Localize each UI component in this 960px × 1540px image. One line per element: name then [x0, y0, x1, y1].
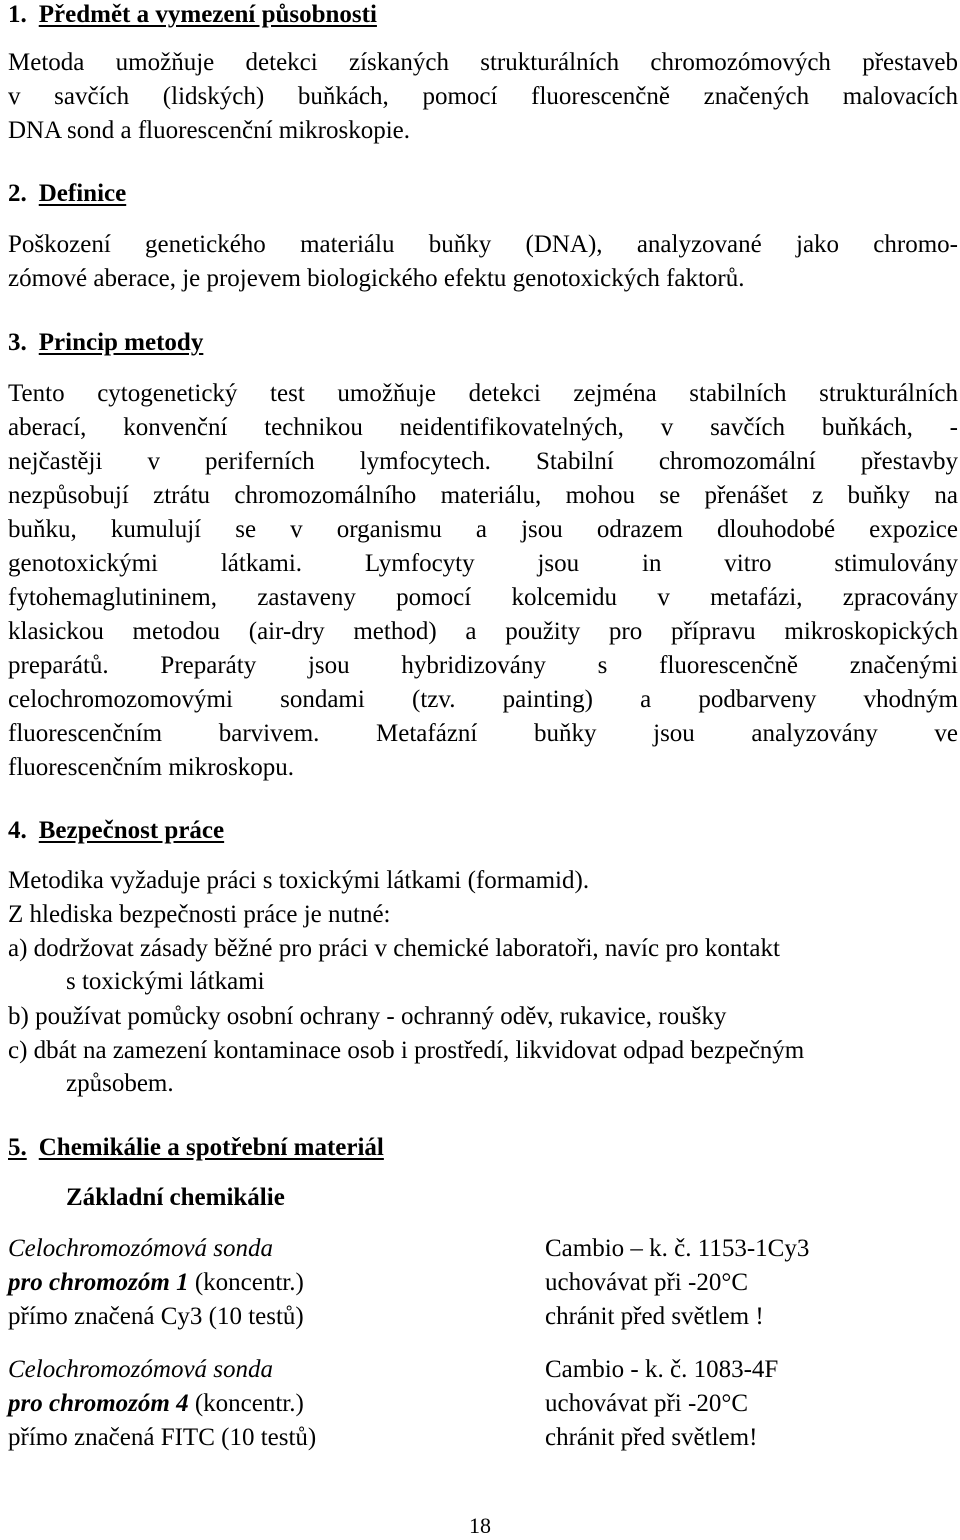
section-1-heading [8, 0, 377, 30]
chemical-name: Celochromozómová sonda [8, 1356, 274, 1383]
text-line: nejčastěji v periferních lymfocytech. Stabilní chromozomální přestavby [8, 448, 958, 475]
page-number: 18 [469, 1513, 491, 1538]
chemical-target: pro chromozóm 4 [8, 1390, 189, 1417]
chemical-name: Celochromozómová sonda [8, 1235, 274, 1262]
section-title: Definice [38, 180, 127, 207]
section-1-text [8, 46, 958, 148]
text-line: Z hlediska bezpečnosti práce je nutné: [8, 901, 391, 928]
section-3-text [8, 377, 958, 785]
section-number: 3. [8, 329, 27, 356]
text-line: Tento cytogenetický test umožňuje detekci zejména stabilních strukturálních [8, 380, 958, 407]
chemical-entry-1 [8, 1232, 958, 1334]
text-line: v savčích (lidských) buňkách, pomocí fluorescenčně značených malovacích [8, 83, 958, 110]
text-line: Poškození genetického materiálu buňky (DNA), analyzované jako chromo- [8, 231, 958, 258]
chemical-label: přímo značená Cy3 (10 testů) [8, 1303, 304, 1330]
text-line: Metodika vyžaduje práci s toxickými látkami (formamid). [8, 867, 590, 894]
chemical-target: pro chromozóm 1 [8, 1269, 189, 1296]
section-4-heading [8, 816, 224, 846]
list-item-text: c) dbát na zamezení kontaminace osob i prostředí, likvidovat odpad bezpečným [8, 1037, 805, 1064]
section-number: 4. [8, 817, 27, 844]
chemical-storage: uchovávat při -20°C [545, 1269, 749, 1296]
list-item-continuation: s toxickými látkami [66, 968, 265, 995]
text-line: aberací, konvenční technikou neidentifikovatelných, v savčích buňkách, - [8, 414, 958, 441]
section-title: Předmět a vymezení působnosti [38, 1, 377, 28]
list-item-a [8, 932, 958, 998]
chemical-supplier: Cambio – k. č. 1153-1Cy3 [545, 1235, 810, 1262]
section-3-heading [8, 328, 203, 358]
section-5-heading [8, 1133, 384, 1163]
chemical-note: chránit před světlem ! [545, 1303, 764, 1330]
text-line: fytohemaglutininem, zastaveny pomocí kolcemidu v metafázi, zpracovány [8, 584, 958, 611]
section-title: Princip metody [38, 329, 204, 356]
text-line: genotoxickými látkami. Lymfocyty jsou in vitro stimulovány [8, 550, 958, 577]
section-number: 1. [8, 1, 27, 28]
section-title: Bezpečnost práce [38, 817, 225, 844]
subsection-title: Základní chemikálie [66, 1184, 285, 1211]
chemical-label: přímo značená FITC (10 testů) [8, 1424, 317, 1451]
chemical-concentration: (koncentr.) [188, 1390, 304, 1417]
list-item-c [8, 1034, 958, 1100]
chemical-note: chránit před světlem! [545, 1424, 758, 1451]
text-line: celochromozomovými sondami (tzv. painting) a podbarveny vhodným [8, 686, 958, 713]
list-item-b [8, 1000, 958, 1033]
chemical-storage: uchovávat při -20°C [545, 1390, 749, 1417]
text-line: klasickou metodou (air-dry method) a použity pro přípravu mikroskopických [8, 618, 958, 645]
text-line: fluorescenčním mikroskopu. [8, 754, 295, 781]
text-line: DNA sond a fluorescenční mikroskopie. [8, 117, 411, 144]
section-2-heading [8, 179, 126, 209]
section-2-text [8, 228, 958, 296]
section-number: 5. [8, 1134, 27, 1161]
text-line: nezpůsobují ztrátu chromozomálního materiálu, mohou se přenášet z buňky na [8, 482, 958, 509]
list-item-text: b) používat pomůcky osobní ochrany - ochranný oděv, rukavice, roušky [8, 1003, 727, 1030]
section-title: Chemikálie a spotřební materiál [38, 1134, 384, 1161]
text-line: zómové aberace, je projevem biologického efektu genotoxických faktorů. [8, 265, 745, 292]
text-line: fluorescenčním barvivem. Metafázní buňky jsou analyzovány ve [8, 720, 958, 747]
text-line: Metoda umožňuje detekci získaných strukturálních chromozómových přestaveb [8, 49, 958, 76]
section-number: 2. [8, 180, 27, 207]
section-4-text [8, 864, 958, 932]
list-item-continuation: způsobem. [66, 1070, 174, 1097]
chemical-concentration: (koncentr.) [188, 1269, 304, 1296]
chemical-supplier: Cambio - k. č. 1083-4F [545, 1356, 779, 1383]
text-line: buňku, kumulují se v organismu a jsou odrazem dlouhodobé expozice [8, 516, 958, 543]
text-line: preparátů. Preparáty jsou hybridizovány s fluorescenčně značenými [8, 652, 958, 679]
chemical-entry-2 [8, 1353, 958, 1455]
list-item-text: a) dodržovat zásady běžné pro práci v chemické laboratoři, navíc pro kontakt [8, 935, 780, 962]
